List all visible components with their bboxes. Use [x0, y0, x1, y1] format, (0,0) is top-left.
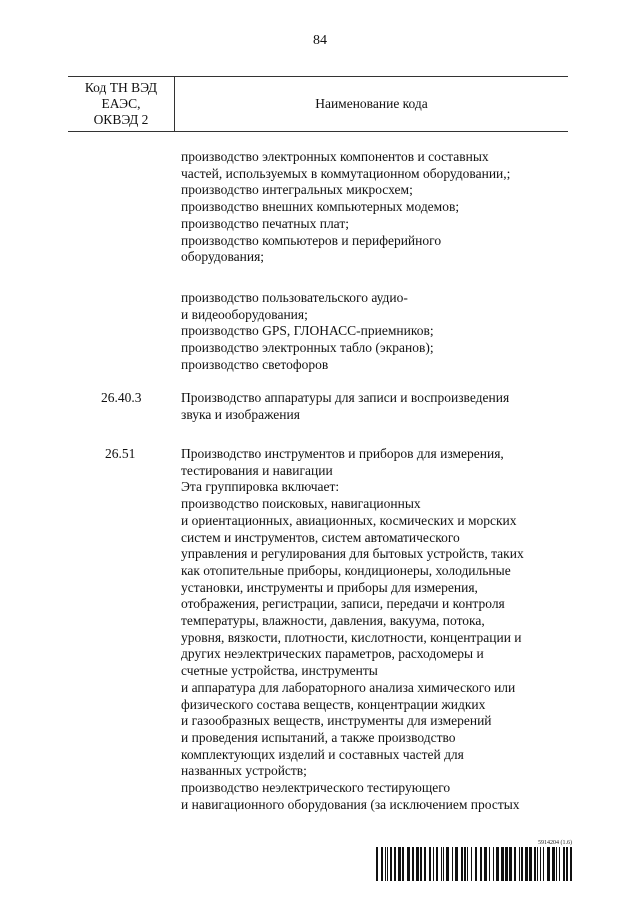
text-line: температуры, влажности, давления, вакуума, потока, — [181, 613, 485, 629]
text-line: уровня, вязкости, плотности, кислотности, концентрации и — [181, 629, 522, 645]
header-code-line-1: Код ТН ВЭД — [84, 80, 158, 95]
barcode-icon — [376, 847, 574, 881]
barcode-area — [376, 840, 574, 881]
barcode-bar — [493, 847, 494, 881]
barcode-label: 5914204 (1.6) — [538, 840, 572, 846]
text-line: оборудования; — [181, 249, 265, 265]
entry-code-26-51: 26.51 — [105, 446, 136, 461]
text-line: названных устройств; — [181, 763, 307, 779]
text-line: производство электронных табло (экранов); — [181, 340, 434, 356]
barcode-bar — [505, 847, 508, 881]
text-line: производство неэлектрического тестирующего — [181, 780, 451, 796]
header-code-column — [68, 77, 175, 131]
barcode-bar — [420, 847, 422, 881]
text-line: тестирования и навигации — [181, 462, 333, 478]
entry-code-26-40-3: 26.40.3 — [101, 390, 142, 405]
barcode-bar — [443, 847, 444, 881]
barcode-bar — [467, 847, 468, 881]
text-line: как отопительные приборы, кондиционеры, холодильные — [181, 562, 511, 578]
barcode-bar — [519, 847, 520, 881]
text-line: производство поисковых, навигационных — [181, 496, 421, 512]
header-code-line-3: ОКВЭД 2 — [93, 112, 149, 127]
barcode-bar — [552, 847, 555, 881]
table-header — [68, 76, 568, 132]
barcode-bar — [461, 847, 463, 881]
barcode-bar — [390, 847, 392, 881]
barcode-bar — [529, 847, 532, 881]
barcode-bar — [376, 847, 378, 881]
text-line: производство интегральных микросхем; — [181, 182, 413, 198]
text-line: и видеооборудования; — [181, 306, 308, 322]
barcode-bar — [407, 847, 410, 881]
text-line: производство пользовательского аудио- — [181, 290, 408, 305]
barcode-bar — [436, 847, 438, 881]
barcode-bar — [441, 847, 442, 881]
text-line: Производство инструментов и приборов для измерения, — [181, 446, 504, 461]
barcode-bar — [489, 847, 490, 881]
barcode-bar — [484, 847, 487, 881]
barcode-bar — [480, 847, 482, 881]
barcode-bar — [433, 847, 434, 881]
barcode-bar — [543, 847, 544, 881]
text-line: производство светофоров — [181, 356, 329, 372]
text-line: счетные устройства, инструменты — [181, 663, 378, 679]
barcode-bar — [563, 847, 565, 881]
barcode-bar — [501, 847, 504, 881]
text-line: и навигационного оборудования (за исключением простых — [181, 796, 520, 812]
barcode-bar — [534, 847, 536, 881]
barcode-bar — [537, 847, 538, 881]
barcode-bar — [556, 847, 557, 881]
text-line: Производство аппаратуры для записи и воспроизведения — [181, 390, 510, 405]
barcode-bar — [525, 847, 528, 881]
text-line: установки, инструменты и приборы для измерения, — [181, 579, 478, 595]
barcode-bar — [381, 847, 383, 881]
barcode-bar — [394, 847, 396, 881]
header-name-column — [175, 77, 568, 131]
barcode-bar — [559, 847, 560, 881]
barcode-bar — [455, 847, 458, 881]
text-block-1 — [181, 149, 510, 266]
text-line: производство компьютеров и периферийного — [181, 232, 442, 248]
barcode-bar — [566, 847, 568, 881]
page-number: 84 — [313, 33, 327, 48]
entry-description-26-40-3 — [181, 390, 509, 423]
barcode-bar — [385, 847, 386, 881]
text-line: и газообразных веществ, инструменты для измерений — [181, 713, 492, 729]
barcode-bar — [509, 847, 512, 881]
text-line: производство GPS, ГЛОНАСС-приемников; — [181, 323, 434, 339]
barcode-bar — [570, 847, 572, 881]
barcode-bar — [464, 847, 466, 881]
text-line: производство печатных плат; — [181, 215, 349, 231]
barcode-bar — [446, 847, 449, 881]
barcode-bar — [387, 847, 388, 881]
text-line: и аппаратура для лабораторного анализа химического или — [181, 679, 516, 695]
header-name-label: Наименование кода — [315, 96, 428, 111]
text-line: производство внешних компьютерных модемов; — [181, 199, 460, 215]
text-line: частей, используемых в коммутационном оборудовании,; — [181, 165, 511, 181]
text-line: физического состава веществ, концентрации жидких — [181, 696, 486, 712]
header-code-line-2: ЕАЭС, — [101, 96, 141, 111]
entry-description-26-51 — [181, 446, 524, 813]
barcode-bar — [547, 847, 550, 881]
text-line: и проведения испытаний, а также производство — [181, 729, 456, 745]
text-line: производство электронных компонентов и составных — [181, 149, 489, 164]
text-line: звука и изображения — [181, 406, 300, 422]
text-line: и ориентационных, авиационных, космических и морских — [181, 512, 517, 528]
barcode-bar — [514, 847, 516, 881]
text-line: отображения, регистрации, записи, передачи и контроля — [181, 596, 505, 612]
barcode-bar — [429, 847, 431, 881]
barcode-bar — [471, 847, 472, 881]
barcode-bar — [452, 847, 453, 881]
barcode-bar — [424, 847, 426, 881]
barcode-bar — [402, 847, 404, 881]
text-line: систем и инструментов, систем автоматического — [181, 529, 460, 545]
barcode-bar — [521, 847, 523, 881]
text-line: Эта группировка включает: — [181, 479, 340, 495]
barcode-bar — [412, 847, 414, 881]
barcode-bar — [416, 847, 419, 881]
barcode-bar — [496, 847, 499, 881]
barcode-bar — [475, 847, 477, 881]
text-line: управления и регулирования для бытовых устройств, таких — [181, 546, 524, 562]
text-block-2 — [181, 290, 434, 374]
text-line: других неэлектрических параметров, расходомеры и — [181, 646, 484, 662]
text-line: комплектующих изделий и составных частей для — [181, 746, 464, 762]
barcode-bar — [398, 847, 401, 881]
barcode-bar — [540, 847, 541, 881]
